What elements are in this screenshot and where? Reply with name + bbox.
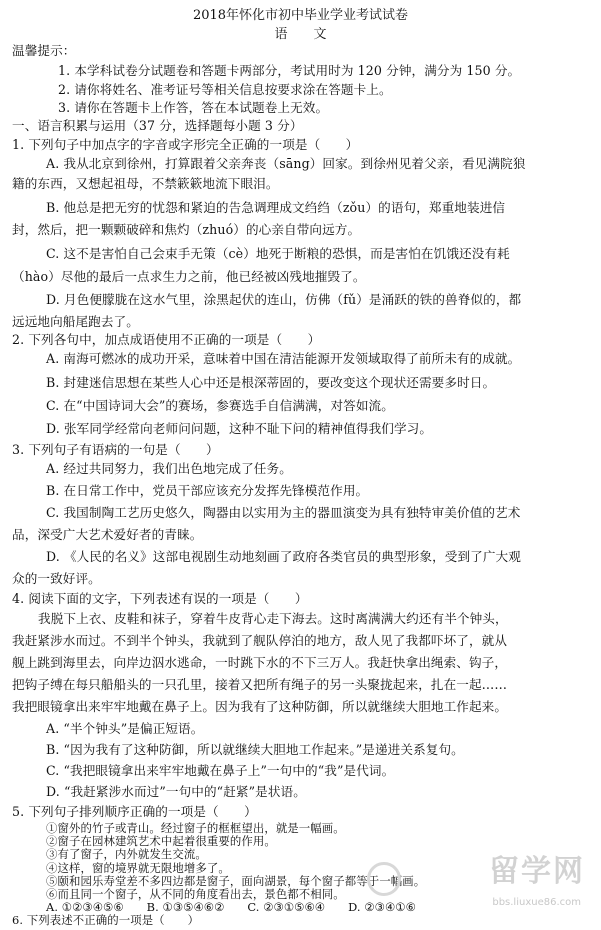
question-option: D. 《人民的名义》这部电视剧生动地刻画了政府各类官员的典型形象，受到了广大观 — [46, 549, 521, 564]
question-option: D. 张军同学经常向老师问问题，这种不耻下问的精神值得我们学习。 — [46, 421, 433, 436]
question-option: D. “我赶紧涉水而过”一句中的“赶紧”是状语。 — [46, 784, 306, 799]
sentence-item: ②窗子在园林建筑艺术中起着很重要的作用。 — [46, 834, 276, 849]
section-heading: 一、语言积累与运用（37 分，选择题每小题 3 分） — [12, 118, 303, 133]
sentence-item: ①窗外的竹子或青山。经过窗子的框框望出，就是一幅画。 — [46, 821, 345, 835]
question-option-cont: 封，然后，把一颗颗破碎和焦灼（zhuó）的心亲自带向远方。 — [12, 222, 361, 237]
question-option-cont: 远远地向船尾跑去了。 — [12, 314, 139, 329]
question-stem: 5. 下列句子排列顺序正确的一项是（ ） — [12, 804, 257, 819]
tip-item: 2. 请你将姓名、准考证号等相关信息按要求涂在答题卡上。 — [58, 82, 392, 97]
question-stem: 3. 下列句子有语病的一句是（ ） — [12, 442, 219, 457]
sentence-item: ⑥而且同一个窗子，从不同的角度看出去，景色都不相同。 — [46, 887, 345, 901]
passage-line: 我脱下上衣、皮鞋和袜子，穿着牛皮背心走下海去。这时离满满大约还有半个钟头， — [38, 611, 508, 626]
watermark-text: 留学网 — [489, 854, 585, 889]
watermark-logo-icon — [367, 862, 401, 896]
question-stem: 2. 下列各句中，加点成语使用不正确的一项是（ ） — [12, 332, 321, 347]
question-stem: 4. 阅读下面的文字，下列表述有误的一项是（ ） — [12, 591, 308, 606]
question-option: B. 封建迷信思想在某些人心中还是根深蒂固的，要改变这个现状还需要多时日。 — [46, 375, 496, 390]
passage-line: 我赶紧涉水而过。不到半个钟头，我就到了舰队停泊的地方，敌人见了我都吓坏了，就从 — [12, 633, 508, 648]
watermark-url: bbs.liuxue86.com — [492, 897, 581, 908]
question-option: A. 我从北京到徐州，打算跟着父亲奔丧（sāng）回家。到徐州见着父亲，看见满院狼 — [46, 156, 526, 171]
question-stem: 1. 下列句子中加点字的字音或字形完全正确的一项是（ ） — [12, 137, 359, 152]
question-option: B. “因为我有了这种防御，所以就继续大胆地工作起来。”是递进关系复句。 — [46, 742, 464, 757]
question-option: C. 在“中国诗词大会”的赛场，参赛选手自信满满，对答如流。 — [46, 398, 394, 413]
exam-title: 2018年怀化市初中毕业学业考试试卷 — [192, 8, 409, 23]
answer-options: A. ①②③④⑤⑥ B. ①③⑤④⑥② C. ②③①⑤⑥④ D. ②③④①⑥ — [46, 900, 416, 915]
tip-item: 3. 请你在答题卡上作答，答在本试题卷上无效。 — [58, 100, 329, 115]
question-option: A. “半个钟头”是偏正短语。 — [46, 721, 204, 736]
passage-line: 把钩子缚在每只船船头的一只孔里，接着又把所有绳子的另一头聚拢起来，扎在一起…… — [12, 677, 508, 692]
sentence-item: ③有了窗子，内外就发生交流。 — [46, 847, 207, 862]
sentence-item: ⑤颐和园乐寿堂差不多四边都是窗子，面向湖景，每个窗子都等于一幅画。 — [46, 873, 426, 888]
passage-line: 舰上跳到海里去，向岸边泅水逃命，一时跳下水的不下三万人。我赶快拿出绳索、钩子， — [12, 655, 508, 670]
tip-heading: 温馨提示： — [12, 43, 76, 58]
question-option: D. 月色便朦胧在这水气里，涂黑起伏的连山，仿佛（fǔ）是涌跃的铁的兽脊似的，都 — [46, 292, 522, 307]
question-option: A. 南海可燃冰的成功开采，意味着中国在清洁能源开发领域取得了前所未有的成就。 — [46, 351, 521, 366]
question-stem: 6. 下列表述不正确的一项是（ ） — [12, 913, 200, 928]
question-option: C. 我国制陶工艺历史悠久，陶器由以实用为主的器皿演变为具有独特审美价值的艺术 — [46, 505, 521, 520]
question-option: C. 这不是害怕自己会束手无策（cè）地死于断粮的恐惧，而是害怕在饥饿还没有耗 — [46, 246, 510, 261]
passage-line: 我把眼镜拿出来牢牢地戴在鼻子上。因为我有了这种防御，所以就继续大胆地工作起来。 — [12, 699, 508, 714]
sentence-item: ④这样，窗的境界就无限地增多了。 — [46, 860, 230, 875]
question-option-cont: 众的一致好评。 — [12, 571, 101, 586]
question-option: A. 经过共同努力，我们出色地完成了任务。 — [46, 461, 292, 476]
question-option-cont: 籍的东西，又想起祖母，不禁簌簌地流下眼泪。 — [12, 176, 279, 191]
question-option: B. 他总是把无穷的忧怨和紧迫的告急调理成文绉绉（zǒu）的语句，郑重地装进信 — [46, 200, 506, 215]
subject-title: 语 文 — [274, 27, 327, 42]
question-option: B. 在日常工作中，党员干部应该充分发挥先锋模范作用。 — [46, 483, 369, 498]
question-option-cont: 品，深受广大艺术爱好者的青睐。 — [12, 527, 203, 542]
question-option: C. “我把眼镜拿出来牢牢地戴在鼻子上”一句中的“我”是代词。 — [46, 763, 395, 778]
question-option-cont: （hào）尽他的最后一点求生力之前，他已经被凶残地摧毁了。 — [12, 269, 366, 284]
tip-item: 1. 本学科试卷分试题卷和答题卡两部分，考试用时为 120 分钟，满分为 150 分。 — [58, 63, 521, 78]
